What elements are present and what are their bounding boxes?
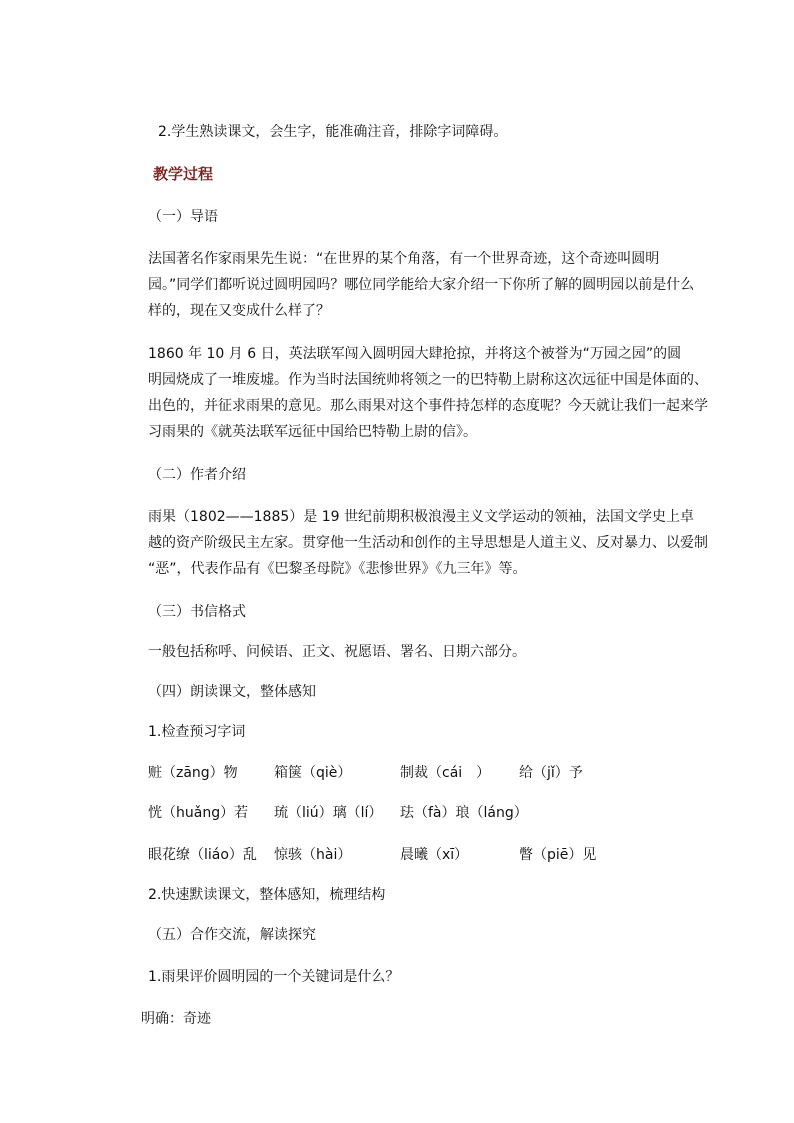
vocab-item: 眼花缭（liáo）乱 [148, 847, 257, 863]
history-line-1: 1860 年 10 月 6 日，英法联军闯入圆明园大肆抢掠，并将这个被誉为“万园之园”的圆 [148, 346, 682, 362]
vocab-item: 制裁（cái ） [400, 765, 491, 781]
intro-line-2: 园。”同学们都听说过圆明园吗？哪位同学能给大家介绍一下你所了解的圆明园以前是什么 [148, 277, 695, 293]
vocab-item: 晨曦（xī） [400, 847, 469, 863]
section-4-title: （四）朗读课文，整体感知 [148, 684, 316, 700]
intro-line-1: 法国著名作家雨果先生说：“在世界的某个角落，有一个世界奇迹，这个奇迹叫圆明 [148, 251, 660, 267]
heading-teaching-process: 教学过程 [153, 165, 214, 183]
author-line-2: 越的资产阶级民主左家。贯穿他一生活动和创作的主导思想是人道主义、反对暴力、以爱制 [148, 535, 708, 551]
author-line-1: 雨果（1802——1885）是 19 世纪前期积极浪漫主义文学运动的领袖，法国文学史上卓 [148, 509, 694, 525]
vocab-item: 给（jǐ）予 [519, 765, 583, 781]
question-1: 1.雨果评价圆明园的一个关键词是什么？ [148, 969, 400, 985]
section-1-title: （一）导语 [148, 209, 218, 225]
section-2-title: （二）作者介绍 [148, 467, 246, 483]
vocab-item: 瞥（piē）见 [519, 847, 597, 863]
vocab-item: 赃（zāng）物 [148, 765, 238, 781]
vocab-item: 惊骇（hài） [274, 847, 352, 863]
goal-2: 2.学生熟读课文，会生字，能准确注音，排除字词障碍。 [158, 124, 508, 140]
letter-format-text: 一般包括称呼、问候语、正文、祝愿语、署名、日期六部分。 [148, 644, 526, 660]
history-line-4: 习雨果的《就英法联军远征中国给巴特勒上尉的信》。 [148, 424, 477, 440]
vocab-item: 箱箧（qiè） [274, 765, 352, 781]
check-vocab-title: 1.检查预习字词 [148, 724, 246, 740]
section-5-title: （五）合作交流，解读探究 [148, 927, 316, 943]
history-line-2: 明园烧成了一堆废墟。作为当时法国统帅将领之一的巴特勒上尉称这次远征中国是体面的、 [148, 372, 708, 388]
answer-1: 明确：奇迹 [141, 1011, 211, 1027]
vocab-item: 珐（fà）琅（láng） [400, 805, 528, 821]
intro-line-3: 样的，现在又变成什么样了？ [148, 303, 330, 319]
vocab-item: 琉（liú）璃（lí） [274, 805, 383, 821]
history-line-3: 出色的，并征求雨果的意见。那么雨果对这个事件持怎样的态度呢？今天就让我们一起来学 [148, 398, 708, 414]
vocab-item: 恍（huǎng）若 [148, 805, 249, 821]
quick-read-title: 2.快速默读课文，整体感知，梳理结构 [148, 887, 386, 903]
author-line-3: “恶”，代表作品有《巴黎圣母院》《悲惨世界》《九三年》等。 [148, 561, 527, 577]
section-3-title: （三）书信格式 [148, 604, 246, 620]
